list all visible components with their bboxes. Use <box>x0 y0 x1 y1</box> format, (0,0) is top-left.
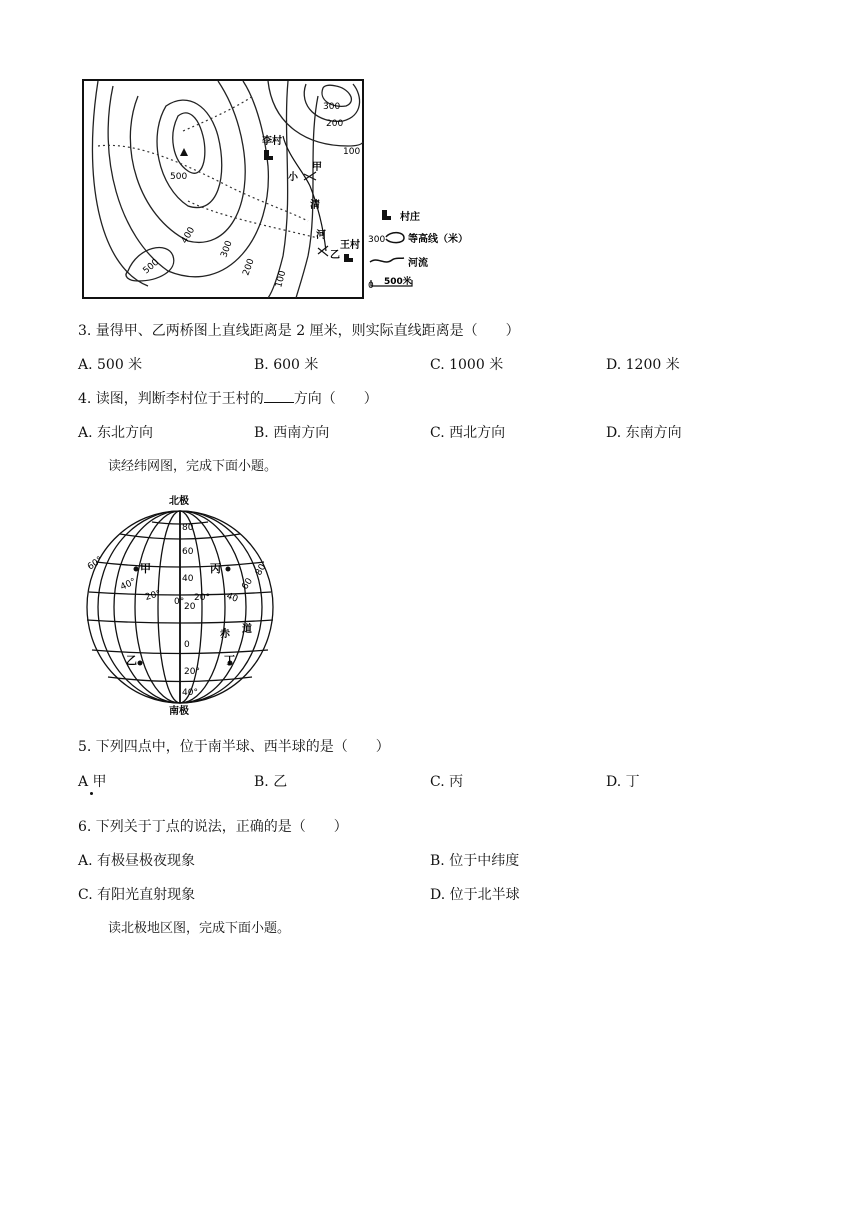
q4-option-d[interactable]: D. 东南方向 <box>606 425 682 441</box>
point-yi: 乙 <box>126 654 137 667</box>
arctic-intro: 读北极地区图，完成下面小题。 <box>108 921 291 936</box>
q5-option-d[interactable]: D. 丁 <box>606 774 640 790</box>
point-ding: 丁 <box>224 654 235 667</box>
q6-option-b[interactable]: B. 位于中纬度 <box>430 853 520 869</box>
stray-dot <box>90 792 93 795</box>
lat-label: 60 <box>182 547 194 557</box>
contour-label: 100 <box>343 147 361 157</box>
lat-label: 0 <box>184 640 190 650</box>
village-label-li: 李村 <box>262 136 282 147</box>
q5-option-a[interactable]: A 甲 <box>78 774 107 790</box>
point-bing: 丙 <box>210 562 221 575</box>
question-5-stem: 5. 下列四点中，位于南半球、西半球的是（ ） <box>78 739 390 755</box>
legend-contour-value: 300 <box>368 235 386 245</box>
contour-label: 100 <box>274 269 289 289</box>
contour-label: 400 <box>179 225 198 246</box>
answer-blank <box>264 390 294 403</box>
village-label-wang: 王村 <box>340 240 360 251</box>
contour-label: 500 <box>141 257 162 277</box>
lon-label: 80 <box>253 562 269 578</box>
contour-label: 200 <box>241 257 257 278</box>
legend-village: 村庄 <box>400 212 420 223</box>
lon-label: 40 <box>224 591 240 605</box>
contour-label: 300 <box>219 239 235 260</box>
globe-intro: 读经纬网图，完成下面小题。 <box>108 459 278 474</box>
legend-contour: 等高线（米） <box>408 234 468 245</box>
q3-option-a[interactable]: A. 500 米 <box>78 357 143 373</box>
lon-label: 60° <box>85 555 105 573</box>
contour-label: 200 <box>326 119 344 129</box>
lat-label: 40 <box>182 574 194 584</box>
lon-label: 0° <box>174 597 185 607</box>
north-pole-label: 北极 <box>169 496 189 507</box>
river-label: 小 <box>288 172 298 183</box>
q5-option-c[interactable]: C. 丙 <box>430 774 464 790</box>
equator-label: 赤 <box>220 629 230 640</box>
question-3-stem: 3. 量得甲、乙两桥图上直线距离是 2 厘米，则实际直线距离是（ ） <box>78 323 520 339</box>
lat-label: 40° <box>182 688 198 698</box>
contour-label: 500 <box>170 172 188 182</box>
river-label: 清 <box>310 200 320 211</box>
contour-label: 300 <box>323 102 341 112</box>
q4-stem-before: 4. 读图，判断李村位于王村的 <box>78 391 264 407</box>
question-6-stem: 6. 下列关于丁点的说法，正确的是（ ） <box>78 819 348 835</box>
lon-label: 20° <box>194 593 210 603</box>
equator-label: 道 <box>242 624 252 635</box>
q6-option-a[interactable]: A. 有极昼极夜现象 <box>78 853 196 869</box>
q6-option-d[interactable]: D. 位于北半球 <box>430 887 520 903</box>
question-4-stem <box>78 390 378 408</box>
q4-option-a[interactable]: A. 东北方向 <box>78 425 154 441</box>
q3-option-d[interactable]: D. 1200 米 <box>606 357 680 373</box>
lon-label: 20° <box>144 589 163 603</box>
bridge-label-jia: 甲 <box>312 162 322 173</box>
south-pole-label: 南极 <box>169 706 189 717</box>
globe-figure <box>80 492 280 718</box>
q4-option-b[interactable]: B. 西南方向 <box>254 425 330 441</box>
legend-river: 河流 <box>408 258 428 269</box>
q4-option-c[interactable]: C. 西北方向 <box>430 425 506 441</box>
lon-label: 60 <box>240 576 256 592</box>
lon-label: 40° <box>119 576 138 593</box>
q5-option-b[interactable]: B. 乙 <box>254 774 288 790</box>
river-label: 河 <box>316 230 326 241</box>
lat-label: 20 <box>184 602 196 612</box>
q6-option-c[interactable]: C. 有阳光直射现象 <box>78 887 196 903</box>
map-legend <box>368 210 468 291</box>
q3-option-b[interactable]: B. 600 米 <box>254 357 319 373</box>
contour-map <box>78 76 468 302</box>
legend-scale-value: 500米 <box>384 277 412 287</box>
bridge-label-yi: 乙 <box>330 250 340 261</box>
lat-label: 80 <box>182 523 194 533</box>
lat-label: 20° <box>184 667 200 677</box>
legend-scale-zero: 0 <box>368 281 374 291</box>
q4-stem-after: 方向（ ） <box>293 391 378 407</box>
point-jia: 甲 <box>140 562 151 575</box>
q3-option-c[interactable]: C. 1000 米 <box>430 357 504 373</box>
